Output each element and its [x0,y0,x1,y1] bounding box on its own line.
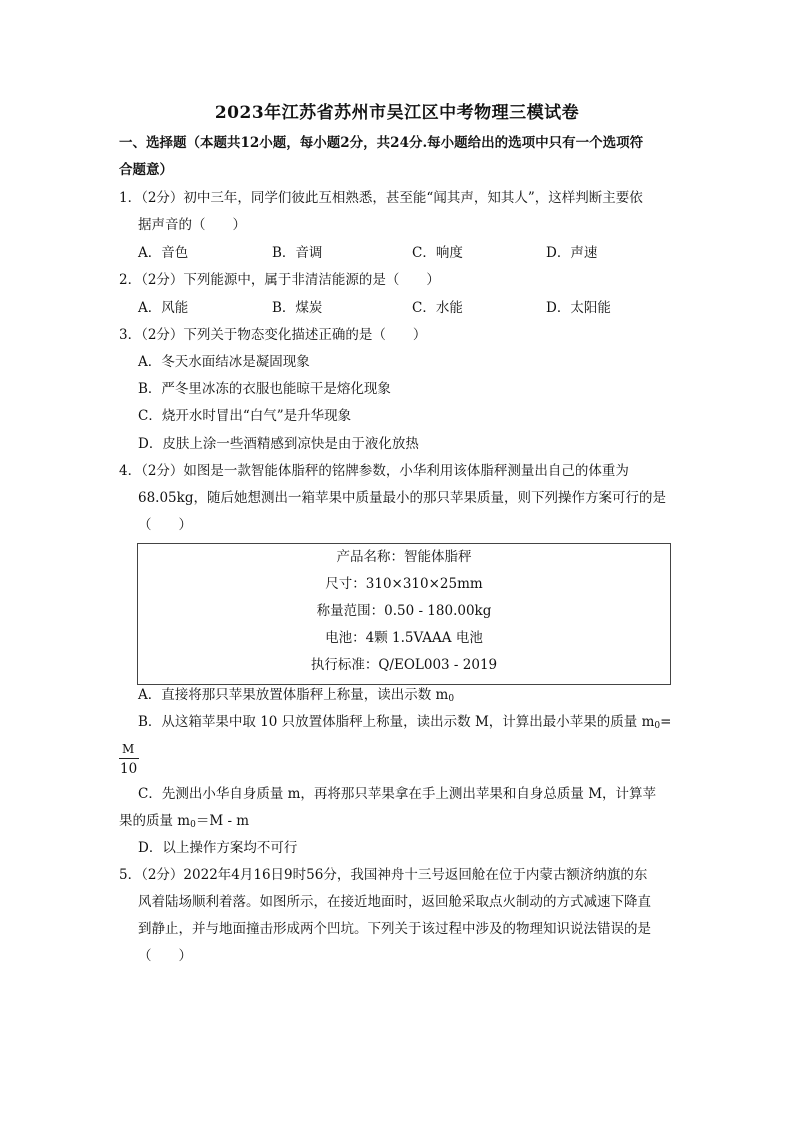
q2-option-b: B．煤炭 [272,300,323,316]
q1-stem-line2: 据声音的（ ） [138,217,246,233]
q4-option-a [138,686,454,708]
q1-option-a: A．音色 [138,245,189,261]
q4-option-b-denominator: 10 [120,761,138,777]
q2-option-a: A．风能 [138,300,189,316]
q4-option-d: D．以上操作方案均不可行 [138,840,298,856]
nameplate-battery: 电池：4颗 1.5VAAA 电池 [325,630,483,646]
q4-stem-line1: 4．（2分）如图是一款智能体脂秤的铭牌参数，小华利用该体脂秤测量出自己的体重为 [119,463,629,479]
q4-stem-line3: （ ） [138,517,192,533]
q4-option-b-text: B．从这箱苹果中取 10 只放置体脂秤上称量，读出示数 M，计算出最小苹果的质量 m [138,714,655,730]
q1-option-b: B．音调 [272,245,323,261]
section-heading-line2: 合题意） [119,162,173,178]
nameplate-table [137,543,671,685]
q3-stem: 3．（2分）下列关于物态变化描述正确的是（ ） [119,327,427,343]
q5-stem-line1: 5．（2分）2022年4月16日9时56分，我国神舟十三号返回舱在位于内蒙古额济纳旗的东 [119,867,648,883]
q2-stem: 2．（2分）下列能源中，属于非清洁能源的是（ ） [119,272,440,288]
nameplate-standard: 执行标准：Q/EOL003 - 2019 [310,657,498,673]
q1-stem-line1: 1．（2分）初中三年，同学们彼此互相熟悉，甚至能“闻其声，知其人”，这样判断主要依 [119,190,643,206]
exam-title: 2023年江苏省苏州市吴江区中考物理三模试卷 [214,103,580,123]
q4-option-a-sub: 0 [448,694,455,704]
q4-option-a-text: A．直接将那只苹果放置体脂秤上称量，读出示数 m [138,687,449,703]
q4-option-c-line2 [119,812,249,834]
q4-option-b [138,713,671,735]
q4-option-b-fraction-bar [119,758,139,759]
q3-option-b: B．严冬里冰冻的衣服也能晾干是熔化现象 [138,381,391,397]
q2-option-c: C．水能 [412,300,463,316]
q4-option-b-numerator: M [122,742,135,756]
q3-option-d: D．皮肤上涂一些酒精感到凉快是由于液化放热 [138,436,419,452]
q4-option-c-sub: 0 [190,820,196,830]
q3-option-c: C．烧开水时冒出“白气”是升华现象 [138,408,352,424]
q2-option-d: D．太阳能 [546,300,611,316]
nameplate-size: 尺寸：310×310×25mm [325,576,483,592]
q4-option-c-eq: ＝M - m [195,813,250,829]
q4-option-b-sub: 0 [654,721,661,731]
nameplate-product-name: 产品名称：智能体脂秤 [336,549,472,565]
q4-option-c-text: 果的质量 m [119,813,191,829]
q3-option-a: A．冬天水面结冰是凝固现象 [138,354,310,370]
q4-option-b-eq: = [660,714,672,730]
section-heading-line1: 一、选择题（本题共12小题，每小题2分，共24分.每小题给出的选项中只有一个选项符 [119,135,644,151]
q5-stem-line3: 到静止，并与地面撞击形成两个凹坑。下列关于该过程中涉及的物理知识说法错误的是 [138,921,651,937]
nameplate-range: 称量范围：0.50 - 180.00kg [316,603,492,619]
q1-option-d: D．声速 [546,245,598,261]
q4-option-c-line1: C．先测出小华自身质量 m，再将那只苹果拿在手上测出苹果和自身总质量 M，计算苹 [138,786,657,802]
q5-stem-line4: （ ） [138,948,192,964]
q4-stem-line2: 68.05kg，随后她想测出一箱苹果中质量最小的那只苹果质量，则下列操作方案可行的是 [138,490,666,506]
q1-option-c: C．响度 [412,245,463,261]
q5-stem-line2: 风着陆场顺利着落。如图所示，在接近地面时，返回舱采取点火制动的方式减速下降直 [138,894,651,910]
